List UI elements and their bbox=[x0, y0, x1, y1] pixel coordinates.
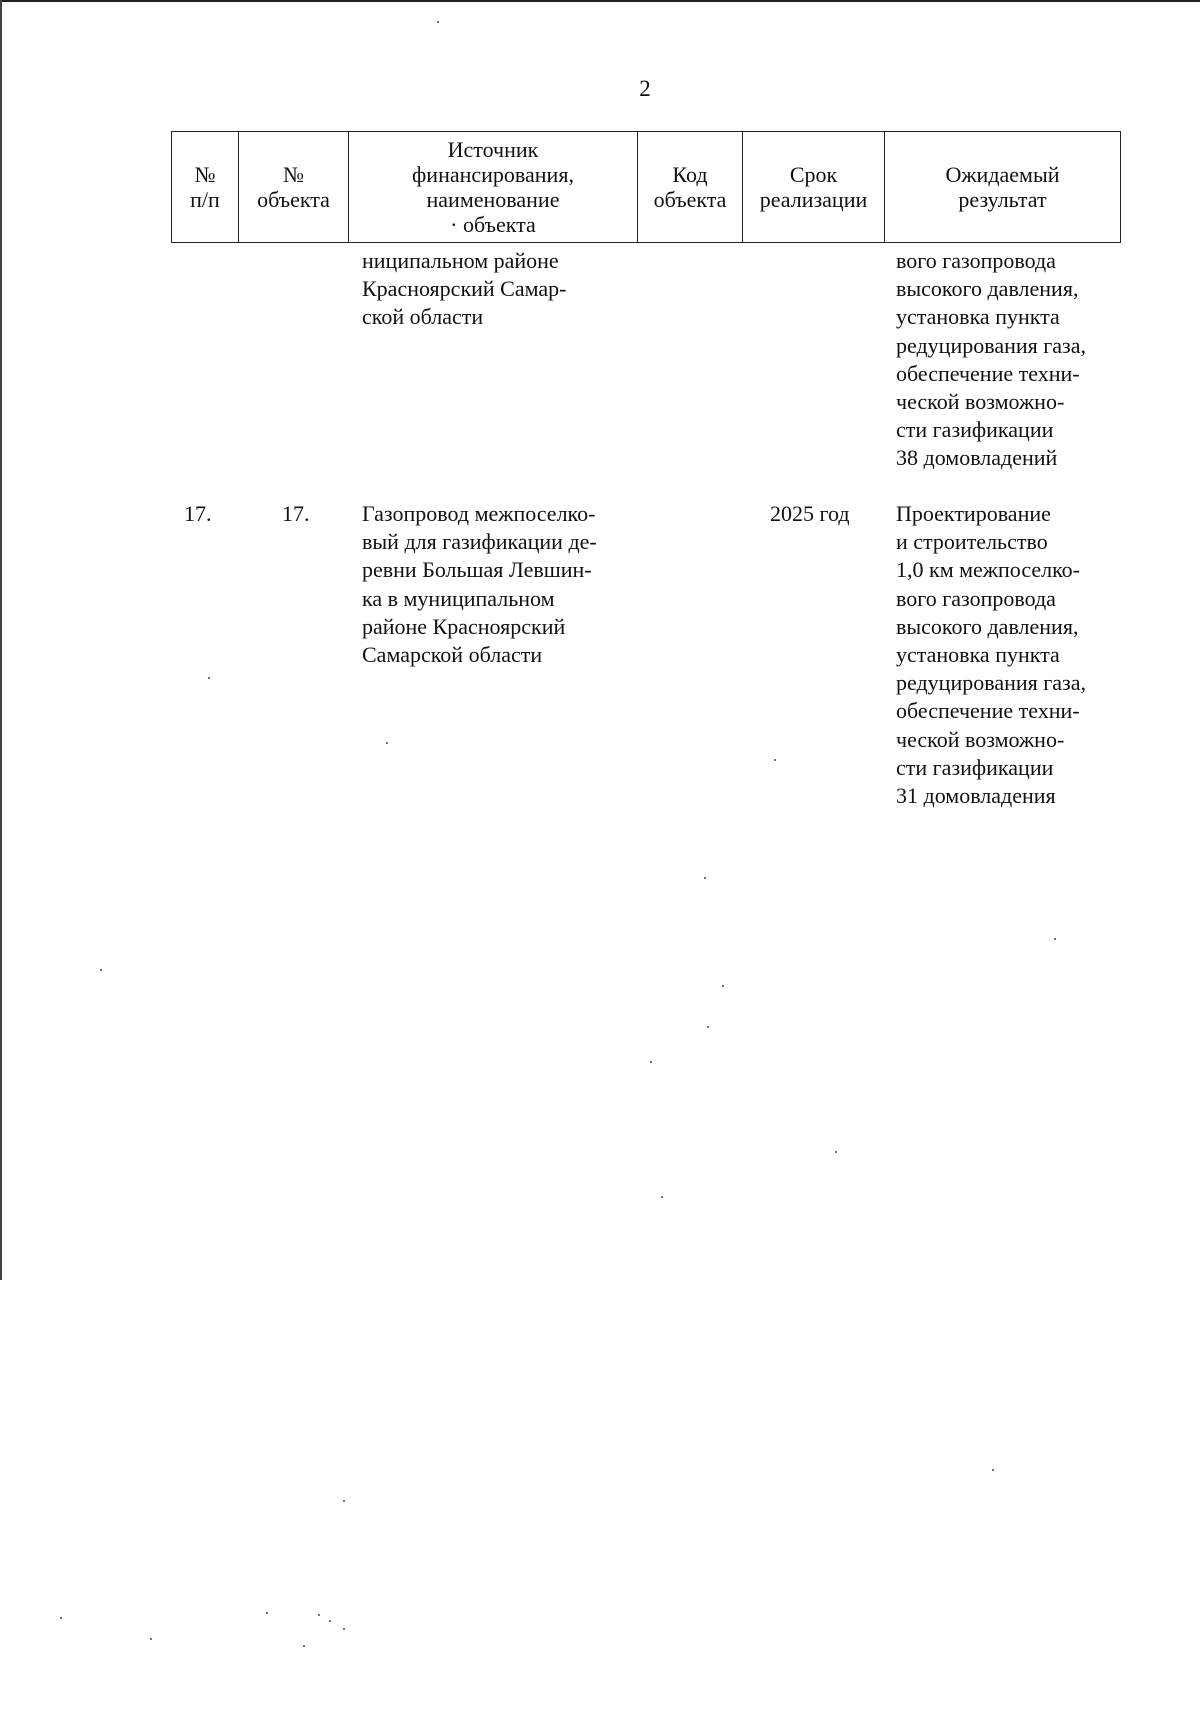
scan-left-edge bbox=[0, 0, 2, 1280]
scan-speck bbox=[343, 1628, 345, 1630]
row-17-name: Газопровод межпоселко- вый для газификации де- ревни Большая Левшин- ка в муниципальном районе Красноярский Самарской области bbox=[362, 501, 597, 668]
scan-speck bbox=[150, 1638, 152, 1640]
scan-speck bbox=[437, 21, 439, 23]
scan-speck bbox=[60, 1617, 62, 1619]
scan-top-rule bbox=[0, 0, 1200, 2]
page-number: 2 bbox=[639, 76, 651, 101]
header-source-name-label: Источник финансирования, наименование · объекта bbox=[412, 137, 574, 237]
scan-speck bbox=[1054, 938, 1056, 940]
header-source-name bbox=[349, 132, 638, 243]
header-object-code-label: Код объекта bbox=[653, 162, 727, 212]
row-17-term: 2025 год bbox=[770, 501, 850, 526]
scan-speck bbox=[835, 1151, 837, 1153]
row-17-object-number: 17. bbox=[282, 501, 310, 526]
header-term bbox=[743, 132, 885, 243]
header-expected-result bbox=[885, 132, 1121, 243]
table-header bbox=[171, 131, 1121, 243]
scan-speck bbox=[650, 1061, 652, 1063]
scan-speck bbox=[774, 759, 776, 761]
scan-speck bbox=[303, 1645, 305, 1647]
scan-speck bbox=[386, 742, 388, 744]
continuation-result: вого газопровода высокого давления, установка пункта редуцирования газа, обеспечение техни- ческой возможно- сти газификации 38 домовладений bbox=[896, 248, 1086, 471]
header-row-number-label: № п/п bbox=[190, 162, 220, 212]
scan-speck bbox=[318, 1614, 320, 1616]
continuation-name: ниципальном районе Красноярский Самар- ской области bbox=[362, 248, 567, 330]
header-object-number bbox=[239, 132, 349, 243]
row-17-result: Проектирование и строительство 1,0 км межпоселко- вого газопровода высокого давления, установка пункта редуцирования газа, обеспечение техни- ческой возможно- сти газификации 31 домовладения bbox=[896, 501, 1086, 809]
scan-speck bbox=[329, 1620, 331, 1622]
row-17-number: 17. bbox=[184, 501, 212, 526]
scan-speck bbox=[707, 1026, 709, 1028]
scan-speck bbox=[266, 1612, 268, 1614]
scan-speck bbox=[100, 969, 102, 971]
scan-speck bbox=[343, 1500, 345, 1502]
scan-speck bbox=[722, 985, 724, 987]
header-term-label: Срок реализации bbox=[759, 162, 868, 212]
header-object-number-label: № объекта bbox=[257, 162, 330, 212]
header-row-number bbox=[172, 132, 239, 243]
scan-speck bbox=[992, 1469, 994, 1471]
header-row bbox=[172, 132, 1121, 243]
scan-speck bbox=[661, 1196, 663, 1198]
scan-speck bbox=[208, 677, 210, 679]
header-expected-result-label: Ожидаемый результат bbox=[945, 162, 1060, 212]
scan-speck bbox=[704, 877, 706, 879]
header-object-code bbox=[638, 132, 743, 243]
